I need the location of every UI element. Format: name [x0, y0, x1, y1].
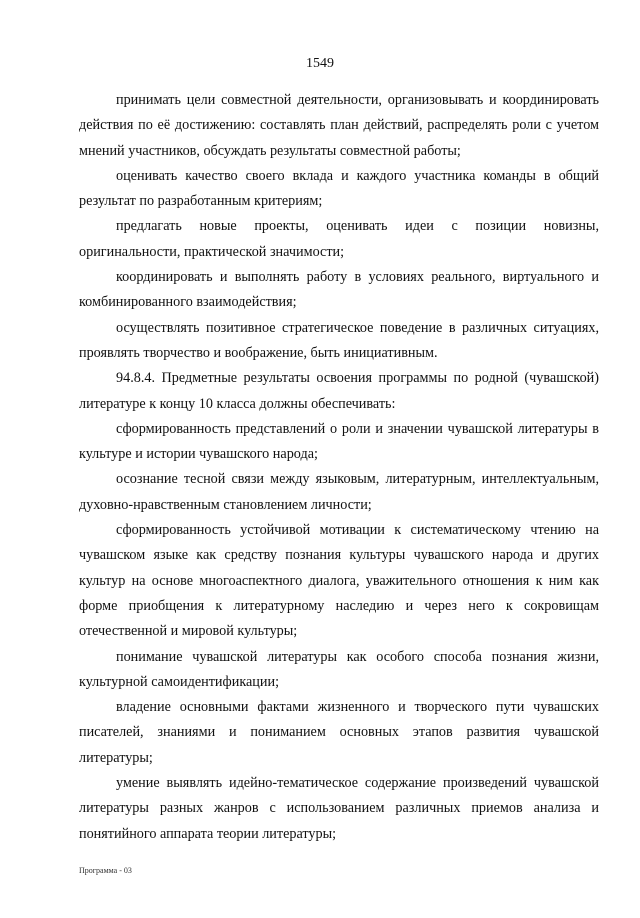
paragraph: сформированность устойчивой мотивации к систематическому чтению на чувашском языке как средству познания культуры чувашского народа и других культур на основе многоаспектного диалога, уважительного отношения к ним как форме приобщения к литературному наследию и через него к сокровищам отечественной и мировой культуры; [79, 522, 599, 640]
document-body [79, 88, 599, 847]
page-number: 1549 [306, 56, 334, 71]
paragraph: осознание тесной связи между языковым, литературным, интеллектуальным, духовно-нравственным становлением личности; [79, 471, 599, 513]
paragraph: сформированность представлений о роли и значении чувашской литературы в культуре и истории чувашского народа; [79, 420, 599, 463]
paragraph: принимать цели совместной деятельности, организовывать и координировать действия по её достижению: составлять план действий, распределять роли с учетом мнений участников, обсуждать результаты совместной работы; [79, 92, 599, 159]
paragraph: оценивать качество своего вклада и каждого участника команды в общий результат по разработанным критериям; [79, 167, 599, 210]
paragraph: координировать и выполнять работу в условиях реального, виртуального и комбинированного взаимодействия; [79, 269, 599, 311]
paragraph: умение выявлять идейно-тематическое содержание произведений чувашской литературы разных жанров с использованием различных приемов анализа и понятийного аппарата теории литературы; [79, 775, 599, 842]
paragraph: понимание чувашской литературы как особого способа познания жизни, культурной самоидентификации; [79, 648, 599, 690]
paragraph: осуществлять позитивное стратегическое поведение в различных ситуациях, проявлять творчество и воображение, быть инициативным. [79, 319, 599, 361]
footer-note: Программа - 03 [79, 866, 132, 875]
paragraph: владение основными фактами жизненного и творческого пути чувашских писателей, знаниями и пониманием основных этапов развития чувашской литературы; [79, 699, 599, 766]
paragraph: предлагать новые проекты, оценивать идеи с позиции новизны, оригинальности, практической значимости; [79, 218, 599, 260]
section-heading-paragraph: 94.8.4. Предметные результаты освоения программы по родной (чувашской) литературе к концу 10 класса должны обеспечивать: [79, 370, 599, 412]
